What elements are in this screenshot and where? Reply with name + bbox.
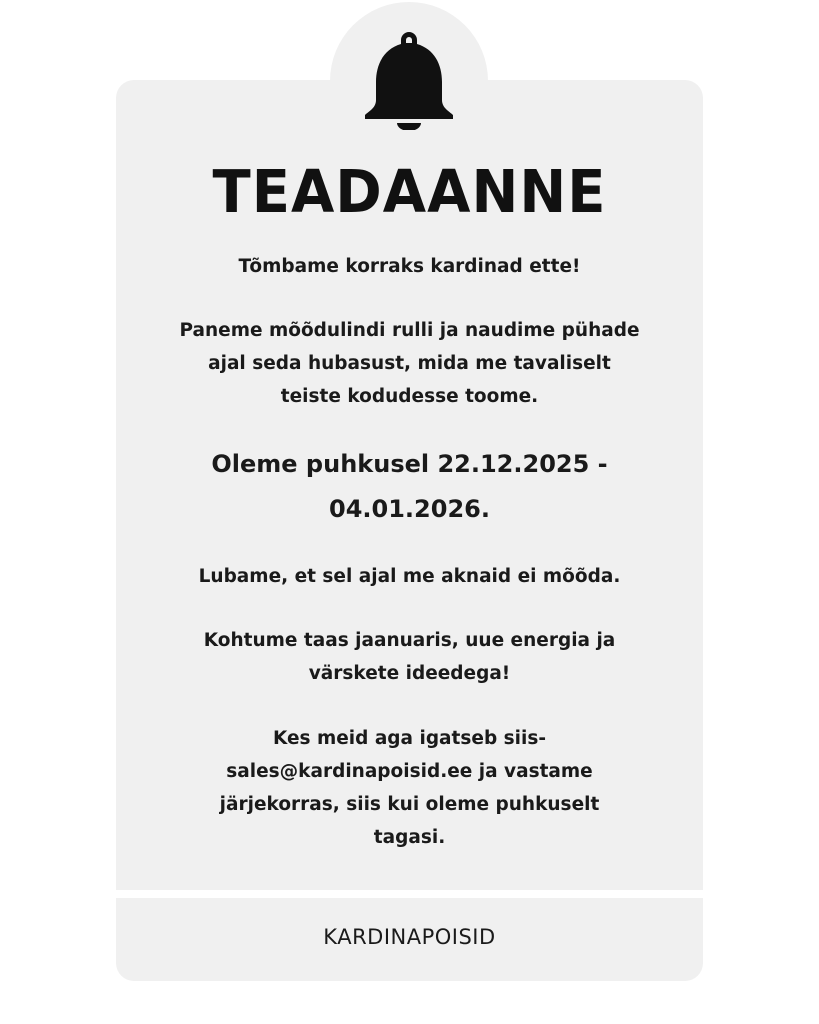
notice-paragraph: Paneme mõõdulindi rulli ja naudime pühade ajal seda hubasust, mida me tavaliselt teiste kodudesse toome.	[179, 320, 640, 407]
notice-contact: Kes meid aga igatseb siis- sales@kardinapoisid.ee ja vastame järjekorras, siis kui oleme puhkuselt tagasi.	[219, 728, 600, 848]
notice-meet-again: Kohtume taas jaanuaris, uue energia ja värskete ideedega!	[203, 630, 616, 684]
brand-name: KARDINAPOISID	[323, 924, 496, 949]
footer	[116, 898, 703, 981]
notice-promise: Lubame, et sel ajal me aknaid ei mõõda.	[198, 566, 621, 587]
vacation-dates: Oleme puhkusel 22.12.2025 - 04.01.2026.	[211, 450, 608, 523]
bell-icon	[361, 30, 457, 130]
notice-intro: Tõmbame korraks kardinad ette!	[238, 256, 581, 277]
notice-title: TEADAANNE	[212, 158, 607, 227]
